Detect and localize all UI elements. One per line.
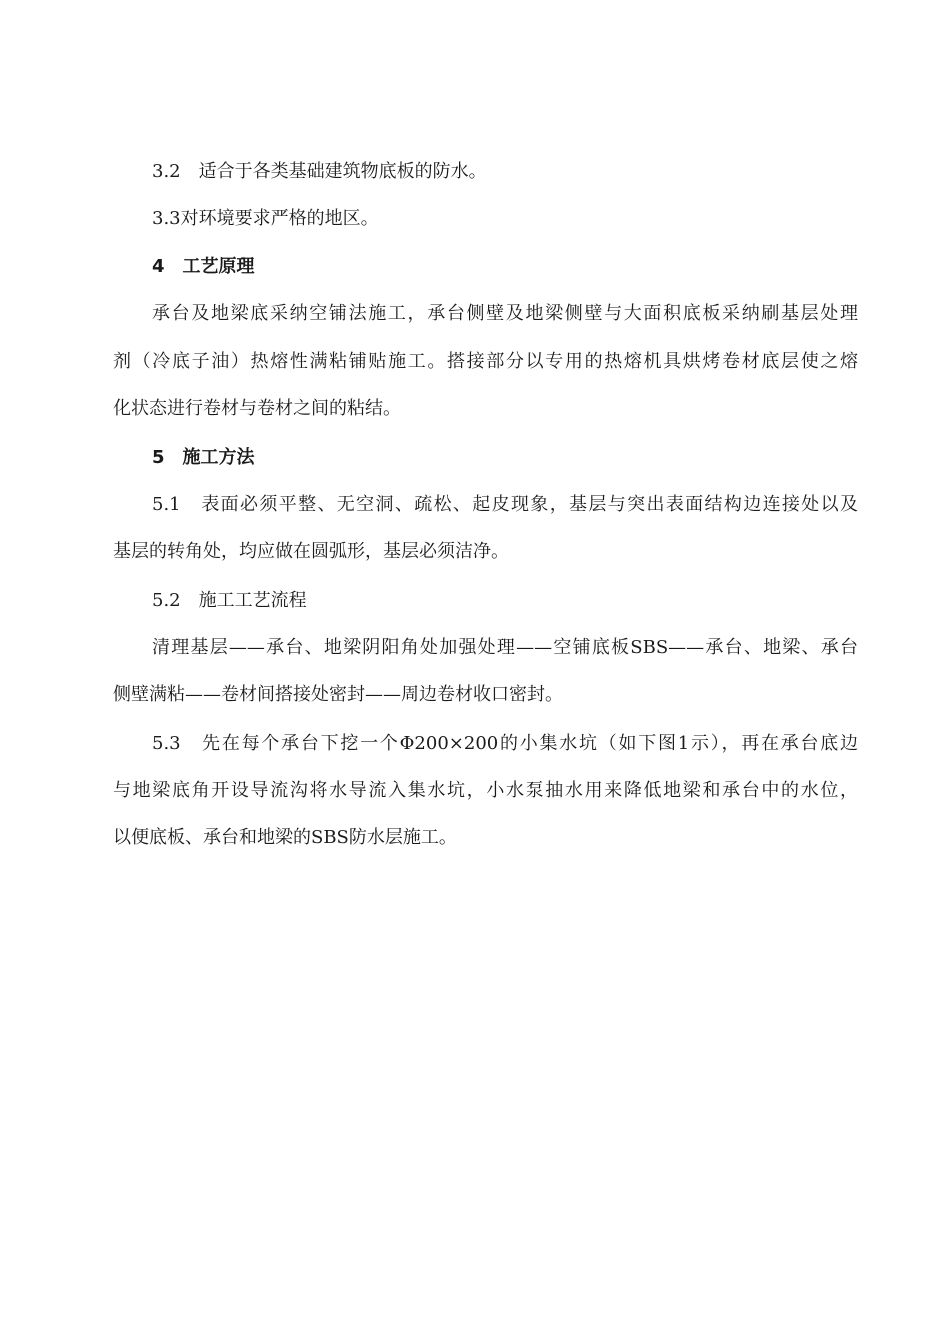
section-3-2: 3.2 适合于各类基础建筑物底板的防水。 xyxy=(152,161,487,182)
paragraph-4-line-3: 化状态进行卷材与卷材之间的粘结。 xyxy=(113,398,401,419)
paragraph-4-line-2: 剂（冷底子油）热熔性满粘铺贴施工。搭接部分以专用的热熔机具烘烤卷材底层使之熔 xyxy=(113,351,858,372)
section-5-1-line-2: 基层的转角处，均应做在圆弧形，基层必须洁净。 xyxy=(113,541,509,562)
section-5-3-line-3: 以便底板、承台和地梁的SBS防水层施工。 xyxy=(113,827,457,848)
process-flow-line-2: 侧壁满粘——卷材间搭接处密封——周边卷材收口密封。 xyxy=(113,684,563,705)
section-3-3: 3.3对环境要求严格的地区。 xyxy=(152,208,379,229)
paragraph-4-line-1: 承台及地梁底采纳空铺法施工，承台侧壁及地梁侧壁与大面积底板采纳刷基层处理 xyxy=(152,303,858,324)
section-5-2: 5.2 施工工艺流程 xyxy=(152,590,307,611)
heading-4: 4 工艺原理 xyxy=(152,256,255,277)
heading-5: 5 施工方法 xyxy=(152,447,255,468)
section-5-3-line-1: 5.3 先在每个承台下挖一个Φ200×200的小集水坑（如下图1示），再在承台底边 xyxy=(152,733,858,754)
section-5-1-line-1: 5.1 表面必须平整、无空洞、疏松、起皮现象，基层与突出表面结构边连接处以及 xyxy=(152,494,858,515)
process-flow-line-1: 清理基层——承台、地梁阴阳角处加强处理——空铺底板SBS——承台、地梁、承台 xyxy=(152,637,858,658)
section-5-3-line-2: 与地梁底角开设导流沟将水导流入集水坑，小水泵抽水用来降低地梁和承台中的水位， xyxy=(113,780,858,801)
